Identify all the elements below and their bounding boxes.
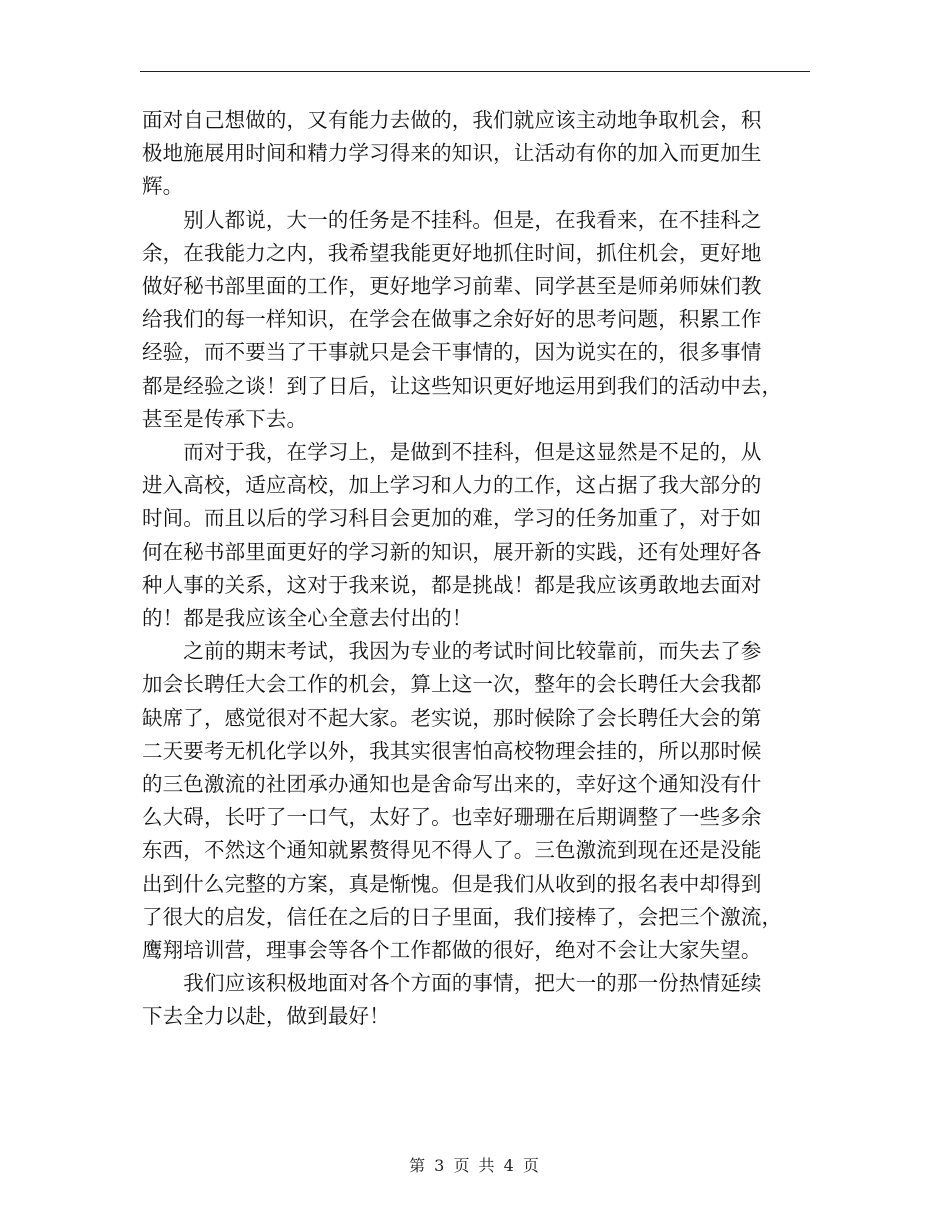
paragraph-1: 面对自己想做的，又有能力去做的，我们就应该主动地争取机会，积 极地施展用时间和精力学习得来的知识，让活动有你的加入而更加生 辉。 — [142, 108, 762, 199]
header-rule — [140, 71, 810, 72]
document-body — [142, 104, 807, 1034]
paragraph-2: 别人都说，大一的任务是不挂科。但是，在我看来，在不挂科之 余，在我能力之内，我希望我能更好地抓住时间，抓住机会，更好地 做好秘书部里面的工作，更好地学习前辈、同学甚至是师弟师妹们教 给我们的每一样知识，在学会在做事之余好好的思考问题，积累工作 经验，而不要当了干事就只是会干事情的，因为说实在的，很多事情 都是经验之谈！到了日后，让这些知识更好地运用到我们的活动中去， 甚至是传承下去。 — [142, 207, 783, 431]
paragraph-4: 之前的期末考试，我因为专业的考试时间比较靠前，而失去了参 加会长聘任大会工作的机会，算上这一次，整年的会长聘任大会我都 缺席了，感觉很对不起大家。老实说，那时候除了会长聘任大会的第 二天要考无机化学以外，我其实很害怕高校物理会挂的，所以那时候 的三色激流的社团承办通知也是舍命写出来的，幸好这个通知没有什 么大碍，长吁了一口气，太好了。也幸好珊珊在后期调整了一些多余 东西，不然这个通知就累赘得见不得人了。三色激流到现在还是没能 出到什么完整的方案，真是惭愧。但是我们从收到的报名表中却得到 了很大的启发，信任在之后的日子里面，我们接棒了，会把三个激流， 鹰翔培训营，理事会等各个工作都做的很好，绝对不会让大家失望。 — [142, 639, 783, 963]
paragraph-3: 而对于我，在学习上，是做到不挂科，但是这显然是不足的，从 进入高校，适应高校，加上学习和人力的工作，这占据了我大部分的 时间。而且以后的学习科目会更加的难，学习的任务加重了，对于如 何在秘书部里面更好的学习新的知识，展开新的实践，还有处理好各 种人事的关系，这对于我来说，都是挑战！都是我应该勇敢地去面对 的！都是我应该全心全意去付出的！ — [142, 440, 762, 631]
paragraph-5: 我们应该积极地面对各个方面的事情，把大一的那一份热情延续 下去全力以赴，做到最好！ — [142, 971, 762, 1029]
page-number-footer: 第 3 页 共 4 页 — [409, 1156, 541, 1175]
